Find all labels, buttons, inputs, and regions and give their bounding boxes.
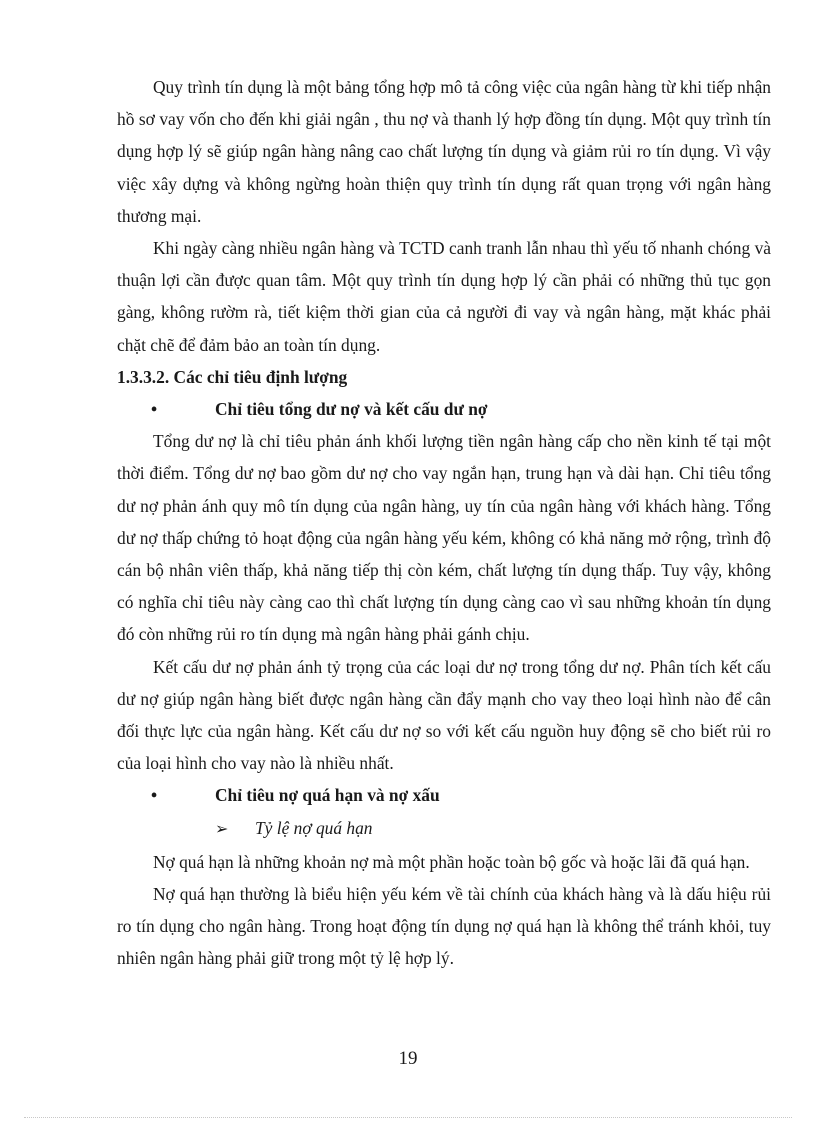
page-content [117,71,771,975]
bullet-icon: • [151,399,158,420]
paragraph-debt-structure: Kết cấu dư nợ phản ánh tỷ trọng của các loại dư nợ trong tổng dư nợ. Phân tích kết cấu dư nợ giúp ngân hàng biết được ngân hàng cần đẩy mạnh cho vay theo loại hình nào để cân đối thực lực của ngân hàng. Kết cấu dư nợ so với kết cấu nguồn huy động sẽ cho biết rủi ro của loại hình cho vay nào là nhiều nhất. [117,656,771,774]
sub-item-label: Tỷ lệ nợ quá hạn [255,817,373,838]
bullet-label: Chỉ tiêu tổng dư nợ và kết cấu dư nợ [215,399,488,420]
bullet-item-overdue-debt [117,779,771,811]
bullet-icon: • [151,785,158,806]
paragraph-overdue-risk: Nợ quá hạn thường là biểu hiện yếu kém về tài chính của khách hàng và là dấu hiệu rủi ro tín dụng cho ngân hàng. Trong hoạt động tín dụng nợ quá hạn là không thể tránh khỏi, tuy nhiên ngân hàng phải giữ trong một tỷ lệ hợp lý. [117,884,771,969]
section-heading: 1.3.3.2. Các chỉ tiêu định lượng [117,366,348,387]
footer-divider [24,1117,792,1118]
page-number: 19 [398,1048,418,1069]
bullet-label: Chỉ tiêu nợ quá hạn và nợ xấu [215,785,440,806]
paragraph-credit-process: Quy trình tín dụng là một bảng tổng hợp mô tả công việc của ngân hàng từ khi tiếp nhận hồ sơ vay vốn cho đến khi giải ngân , thu nợ và thanh lý hợp đồng tín dụng. Một quy trình tín dụng hợp lý sẽ giúp ngân hàng nâng cao chất lượng tín dụng và giảm rủi ro tín dụng. Vì vậy việc xây dựng và không ngừng hoàn thiện quy trình tín dụng rất quan trọng với ngân hàng thương mại. [117,77,771,226]
paragraph-competition: Khi ngày càng nhiều ngân hàng và TCTD canh tranh lẫn nhau thì yếu tố nhanh chóng và thuận lợi cần được quan tâm. Một quy trình tín dụng hợp lý cần phải có những thủ tục gọn gàng, không rườm rà, tiết kiệm thời gian của cả người đi vay và ngân hàng, mặt khác phải chặt chẽ để đảm bảo an toàn tín dụng. [117,238,771,355]
paragraph-total-debt: Tổng dư nợ là chỉ tiêu phản ánh khối lượng tiền ngân hàng cấp cho nền kinh tế tại một thời điểm. Tổng dư nợ bao gồm dư nợ cho vay ngắn hạn, trung hạn và dài hạn. Chỉ tiêu tổng dư nợ phản ánh quy mô tín dụng của ngân hàng, uy tín của ngân hàng với khách hàng. Tổng dư nợ thấp chứng tỏ hoạt động của ngân hàng yếu kém, không có khả năng mở rộng, trình độ cán bộ nhân viên thấp, khả năng tiếp thị còn kém, chất lượng tín dụng thấp. Tuy vậy, không có nghĩa chỉ tiêu này càng cao thì chất lượng tín dụng càng cao vì sau những khoản tín dụng đó còn những rủi ro tín dụng mà ngân hàng phải gánh chịu. [117,431,771,645]
paragraph-overdue-definition: Nợ quá hạn là những khoản nợ mà một phần hoặc toàn bộ gốc và hoặc lãi đã quá hạn. [153,851,750,872]
sub-item-overdue-ratio [117,812,771,846]
bullet-item-total-debt [117,393,771,425]
arrow-icon: ➢ [215,820,229,838]
